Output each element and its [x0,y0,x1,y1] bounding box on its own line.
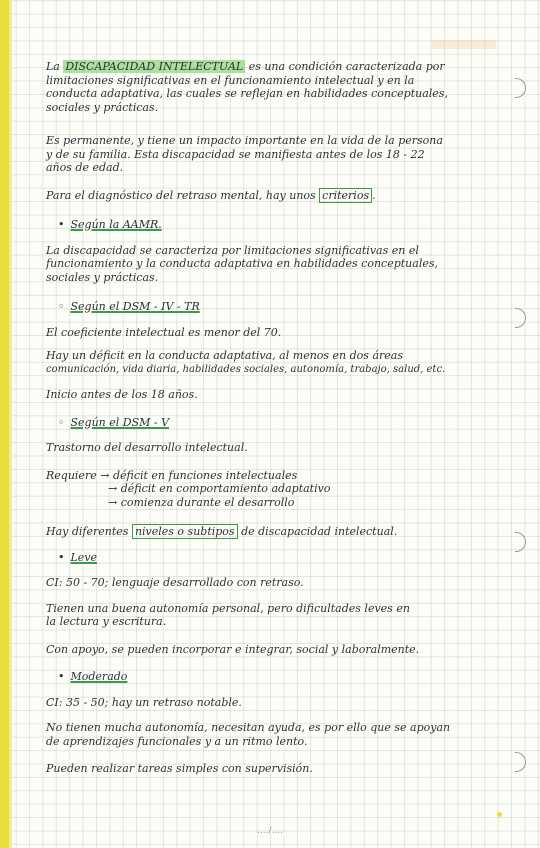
binder-hole-icon [515,308,526,328]
diagnosis-line [46,189,494,203]
page-continuation-mark: ..../.... [257,826,283,836]
text-line: No tienen mucha autonomía, necesitan ayuda, es por ello que se apoyan [46,721,451,734]
leve-section [46,551,494,657]
text: de discapacidad intelectual. [237,525,398,538]
text-line: CI: 35 - 50; hay un retraso notable. [46,695,242,709]
text-line: Pueden realizar tareas simples con supervisión. [46,762,313,775]
requirement-item: déficit en comportamiento adaptativo [120,482,331,495]
text-line: conducta adaptativa, las cuales se reflejan en habilidades conceptuales, [46,87,448,100]
text-line: y de su familia. Esta discapacidad se manifiesta antes de los 18 - 22 [46,147,425,161]
moderado-section [46,670,494,776]
bullet-icon: ◦ [58,300,65,313]
highlighted-term: DISCAPACIDAD INTELECTUAL [65,60,244,73]
page-left-edge [0,0,9,848]
text: La [46,60,64,73]
section-heading: Según el DSM - V [70,415,170,429]
text-line: limitaciones significativas en el funcionamiento intelectual y en la [46,73,415,87]
text-line: sociales y prácticas. [46,270,159,284]
requirement-item: comienza durante el desarrollo [120,495,295,509]
levels-line [46,525,494,539]
requirements-list [46,469,494,510]
text: Hay diferentes [46,525,132,538]
permanence-paragraph [46,134,494,175]
requirement-item: déficit en funciones intelectuales [112,468,298,482]
bullet-icon: ◦ [58,415,65,429]
text-line: Es permanente, y tiene un impacto importante en la vida de la persona [46,134,443,147]
text-line: Tienen una buena autonomía personal, pero dificultades leves en [46,601,410,615]
aamr-section [46,218,494,284]
text-line: de aprendizajes funcionales y a un ritmo lento. [46,734,308,748]
arrow-icon: → [100,468,110,482]
binder-hole-icon [515,78,526,98]
notes-body [46,60,494,776]
binder-hole-icon [515,752,526,772]
text-line: sociales y prácticas. [46,100,159,114]
text: . [372,188,376,202]
bullet-icon: • [58,218,65,231]
text-line: años de edad. [46,161,124,174]
text-line: Hay un déficit en la conducta adaptativa, al menos en dos áreas [46,349,403,362]
text-line [46,60,494,74]
section-heading: Leve [70,550,98,564]
header-tab [432,40,496,49]
text-line: El coeficiente intelectual es menor del 70. [46,325,282,339]
arrow-icon: → [108,495,118,509]
text-line: Con apoyo, se pueden incorporar e integrar, social y laboralmente. [46,642,420,656]
text-line: comunicación, vida diaria, habilidades sociales, autonomía, trabajo, salud, etc. [46,363,446,375]
text: Para el diagnóstico del retraso mental, hay unos [46,188,320,202]
section-heading: Moderado [70,670,128,683]
text-line: la lectura y escritura. [46,615,167,628]
text: es una condición caracterizada por [245,60,445,73]
section-heading: Según el DSM - IV - TR [70,300,200,313]
text-line: Inicio antes de los 18 años. [46,388,198,401]
text-line: CI: 50 - 70; lenguaje desarrollado con retraso. [46,576,304,589]
boxed-term: criterios [319,188,372,203]
yellow-dot-icon [497,812,502,817]
text-line: funcionamiento y la conducta adaptativa en habilidades conceptuales, [46,257,438,270]
text-line: La discapacidad se caracteriza por limitaciones significativas en el [46,243,419,257]
requirements-label: Requiere [46,468,97,482]
bullet-icon: • [58,670,65,683]
text-line: Trastorno del desarrollo intelectual. [46,441,248,454]
page-left-edge-shade [9,0,12,848]
boxed-term: niveles o subtipos [132,524,238,539]
dsm4-section [46,300,494,402]
dsm5-section [46,416,494,539]
arrow-icon: → [108,482,118,495]
section-heading: Según la AAMR. [70,218,162,231]
bullet-icon: • [58,550,65,564]
intro-paragraph [46,60,494,114]
binder-hole-icon [515,532,526,552]
